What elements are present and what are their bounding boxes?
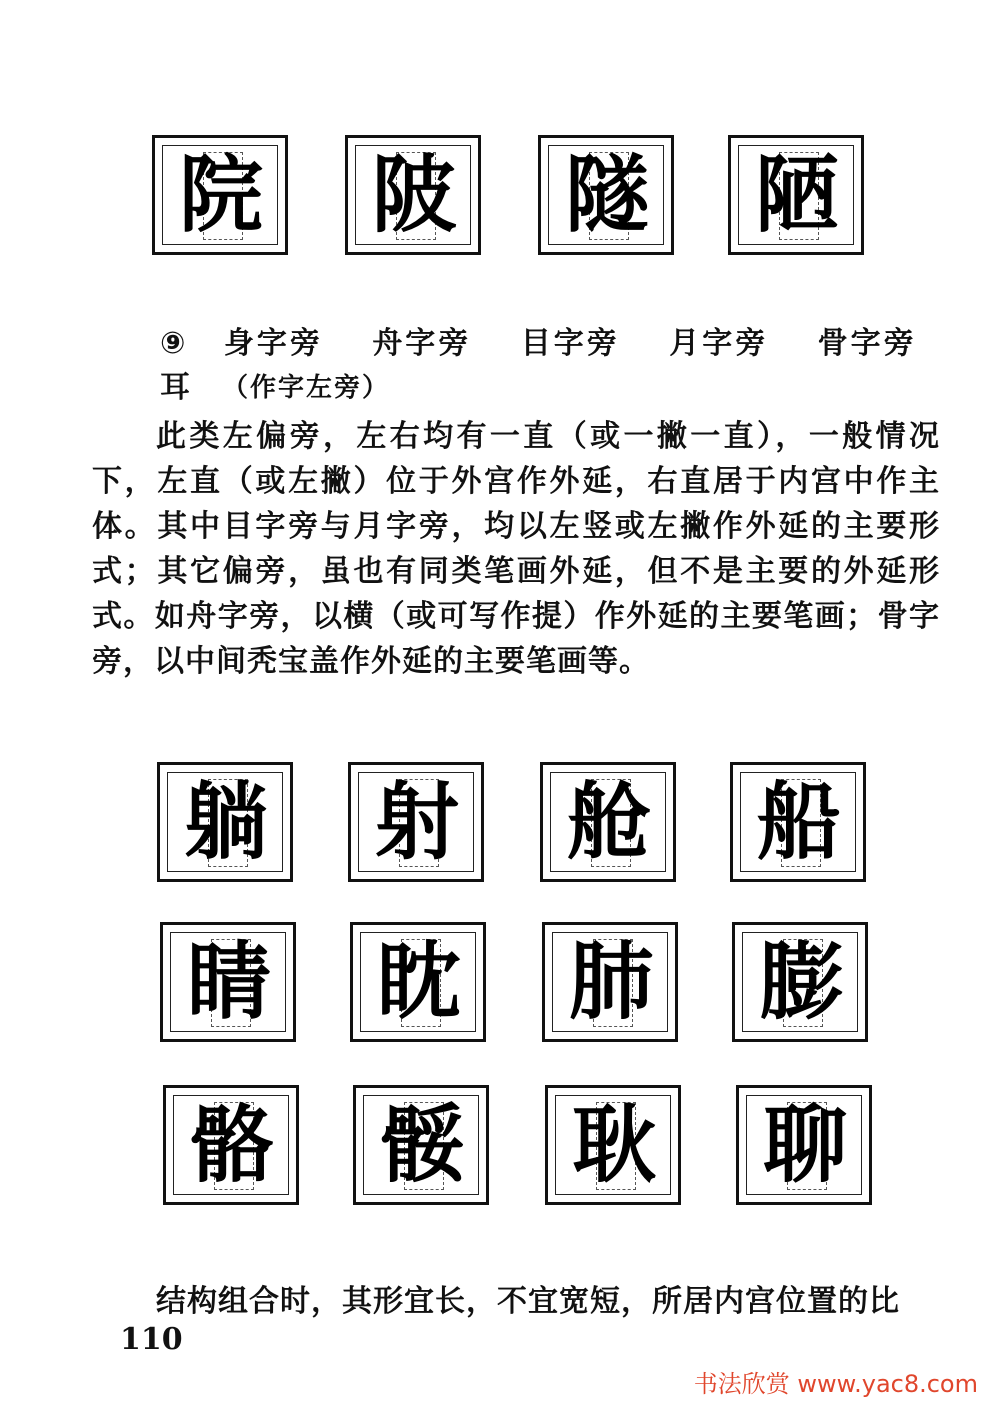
char-box — [353, 1085, 489, 1205]
char-box — [728, 135, 864, 255]
char: 舱 — [566, 772, 649, 871]
char: 躺 — [183, 772, 266, 871]
char-box — [345, 135, 481, 255]
radical-label: 月字旁 — [669, 326, 769, 361]
char-box — [730, 762, 866, 882]
char: 睛 — [186, 932, 269, 1031]
char: 院 — [178, 145, 261, 244]
section-subheading: （作字左旁） — [222, 373, 391, 403]
char-box — [736, 1085, 872, 1205]
char: 耿 — [571, 1095, 654, 1194]
char: 膨 — [758, 932, 841, 1031]
char: 陋 — [754, 145, 837, 244]
radical-label: 舟字旁 — [372, 326, 472, 361]
radical-label: 目字旁 — [520, 326, 620, 361]
watermark: 书法欣赏 www.yac8.com — [693, 1370, 978, 1398]
char-box — [163, 1085, 299, 1205]
char-box — [348, 762, 484, 882]
char-box — [160, 922, 296, 1042]
char: 聊 — [762, 1095, 845, 1194]
char: 射 — [374, 772, 457, 871]
char-box — [540, 762, 676, 882]
page-number: 110 — [120, 1322, 183, 1357]
radical-label: 身字旁 — [223, 326, 323, 361]
char: 陂 — [371, 145, 454, 244]
char: 眈 — [376, 932, 459, 1031]
char-box — [152, 135, 288, 255]
body-paragraph: 此类左偏旁，左右均有一直（或一撇一直），一般情况下，左直（或左撇）位于外宫作外延，右直居于内宫中作主体。其中目字旁与月字旁，均以左竖或左撇作外延的主要形式；其它偏旁，虽也有同类笔画外延，但不是主要的外延形式。如舟字旁，以横（或可写作提）作外延的主要笔画；骨字旁，以中间秃宝盖作外延的主要笔画等。 — [92, 419, 940, 679]
char-box — [157, 762, 293, 882]
char: 隧 — [564, 145, 647, 244]
char-box — [350, 922, 486, 1042]
radical-label: 骨字旁 — [817, 326, 917, 361]
char-box — [538, 135, 674, 255]
char: 骽 — [379, 1095, 462, 1194]
bottom-paragraph: 结构组合时，其形宜长，不宜宽短，所居内宫位置的比 — [156, 1284, 900, 1319]
radical-label: 耳 — [160, 370, 193, 405]
section-number: ⑨ — [160, 326, 189, 361]
char: 肺 — [568, 932, 651, 1031]
char: 船 — [756, 772, 839, 871]
char: 骼 — [189, 1095, 272, 1194]
char-box — [732, 922, 868, 1042]
char-box — [545, 1085, 681, 1205]
char-box — [542, 922, 678, 1042]
